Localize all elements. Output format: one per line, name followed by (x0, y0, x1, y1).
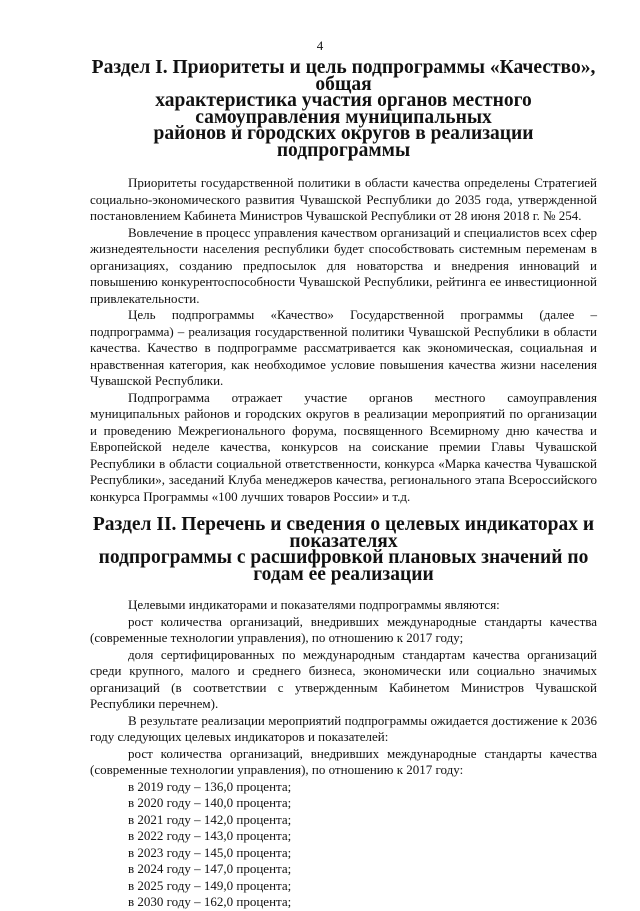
section-2-paragraph: В результате реализации мероприятий подпрограммы ожидается достижение к 2036 году следующих целевых индикаторов и показателей: (90, 712, 597, 744)
indicator-list-item: в 2024 году – 147,0 процента; (128, 861, 292, 876)
section-2-paragraph: доля сертифицированных по международным стандартам качества организаций среди крупного, малого и среднего бизнеса, экономически или социально значимых организаций (в соответствии с утвержденным Кабинетом Министров Чувашской Республики перечнем). (90, 646, 597, 711)
section-1-heading (90, 57, 597, 161)
section-1-paragraph: Вовлечение в процесс управления качеством организаций и специалистов всех сфер жизнедеятельности населения республики будет способствовать системным переменам в организациях, созданию предпосылок для новаторства и внедрения инноваций и повышению конкурентоспособности Чувашской Республики, рейтинга ее инвестиционной привлекательности. (90, 224, 597, 306)
document-body (90, 57, 597, 911)
indicator-list-item: в 2023 году – 145,0 процента; (128, 844, 292, 860)
indicator-list-item: в 2021 году – 142,0 процента; (128, 811, 292, 827)
indicator-list-item: в 2030 году – 162,0 процента; (128, 894, 292, 909)
section-1-paragraph: Приоритеты государственной политики в области качества определены Стратегией социально-экономического развития Чувашской Республики до 2035 года, утвержденной постановлением Кабинета Министров Чувашской Республики от 28 июня 2018 г. № 254. (90, 175, 597, 223)
section-2-heading-line: подпрограммы с расшифровкой плановых значений по годам ее реализации (98, 547, 589, 585)
section-2-paragraph: рост количества организаций, внедривших международные стандарты качества (современные технологии управления), по отношению к 2017 году; (90, 613, 597, 645)
section-1-paragraph: Подпрограмма отражает участие органов местного самоуправления муниципальных районов и городских округов в реализации мероприятий по организации и проведению Межрегионального форума, посвященного Всемирному дню качества и Европейской неделе качества, конкурсов на соискание премии Главы Чувашской Республики в области социальной ответственности, конкурса «Марка качества Чувашской Республики», заседаний Клуба менеджеров качества, регионального этапа Всероссийского конкурса Программы «100 лучших товаров России» и т.д. (90, 389, 597, 504)
indicator-list-item: в 2022 году – 143,0 процента; (128, 828, 292, 843)
page-number: 4 (316, 38, 324, 53)
section-2-paragraph: Целевыми индикаторами и показателями подпрограммы являются: (128, 597, 500, 612)
section-1-heading-line: характеристика участия органов местного самоуправления муниципальных (155, 90, 532, 128)
section-1-heading-line: районов и городских округов в реализации подпрограммы (153, 123, 534, 161)
indicator-list-item: в 2019 году – 136,0 процента; (128, 778, 292, 794)
section-1-heading-line: Раздел I. Приоритеты и цель подпрограммы «Качество», общая (91, 57, 596, 95)
indicator-list-item: в 2025 году – 149,0 процента; (128, 877, 292, 893)
section-2-heading-line: Раздел II. Перечень и сведения о целевых индикаторах и показателях (92, 514, 595, 552)
section-1-paragraph: Цель подпрограммы «Качество» Государственной программы (далее – подпрограмма) – реализация государственной политики Чувашской Республики в области качества. Качество в подпрограмме рассматривается как экономическая, социальная и нравственная категория, как необходимое условие повышения качества жизни населения Чувашской Республики. (90, 307, 597, 388)
section-2-heading (90, 514, 597, 585)
indicator-list-item: в 2020 году – 140,0 процента; (128, 795, 292, 810)
section-2-paragraph: рост количества организаций, внедривших международные стандарты качества (современные технологии управления), по отношению к 2017 году: (90, 745, 597, 777)
